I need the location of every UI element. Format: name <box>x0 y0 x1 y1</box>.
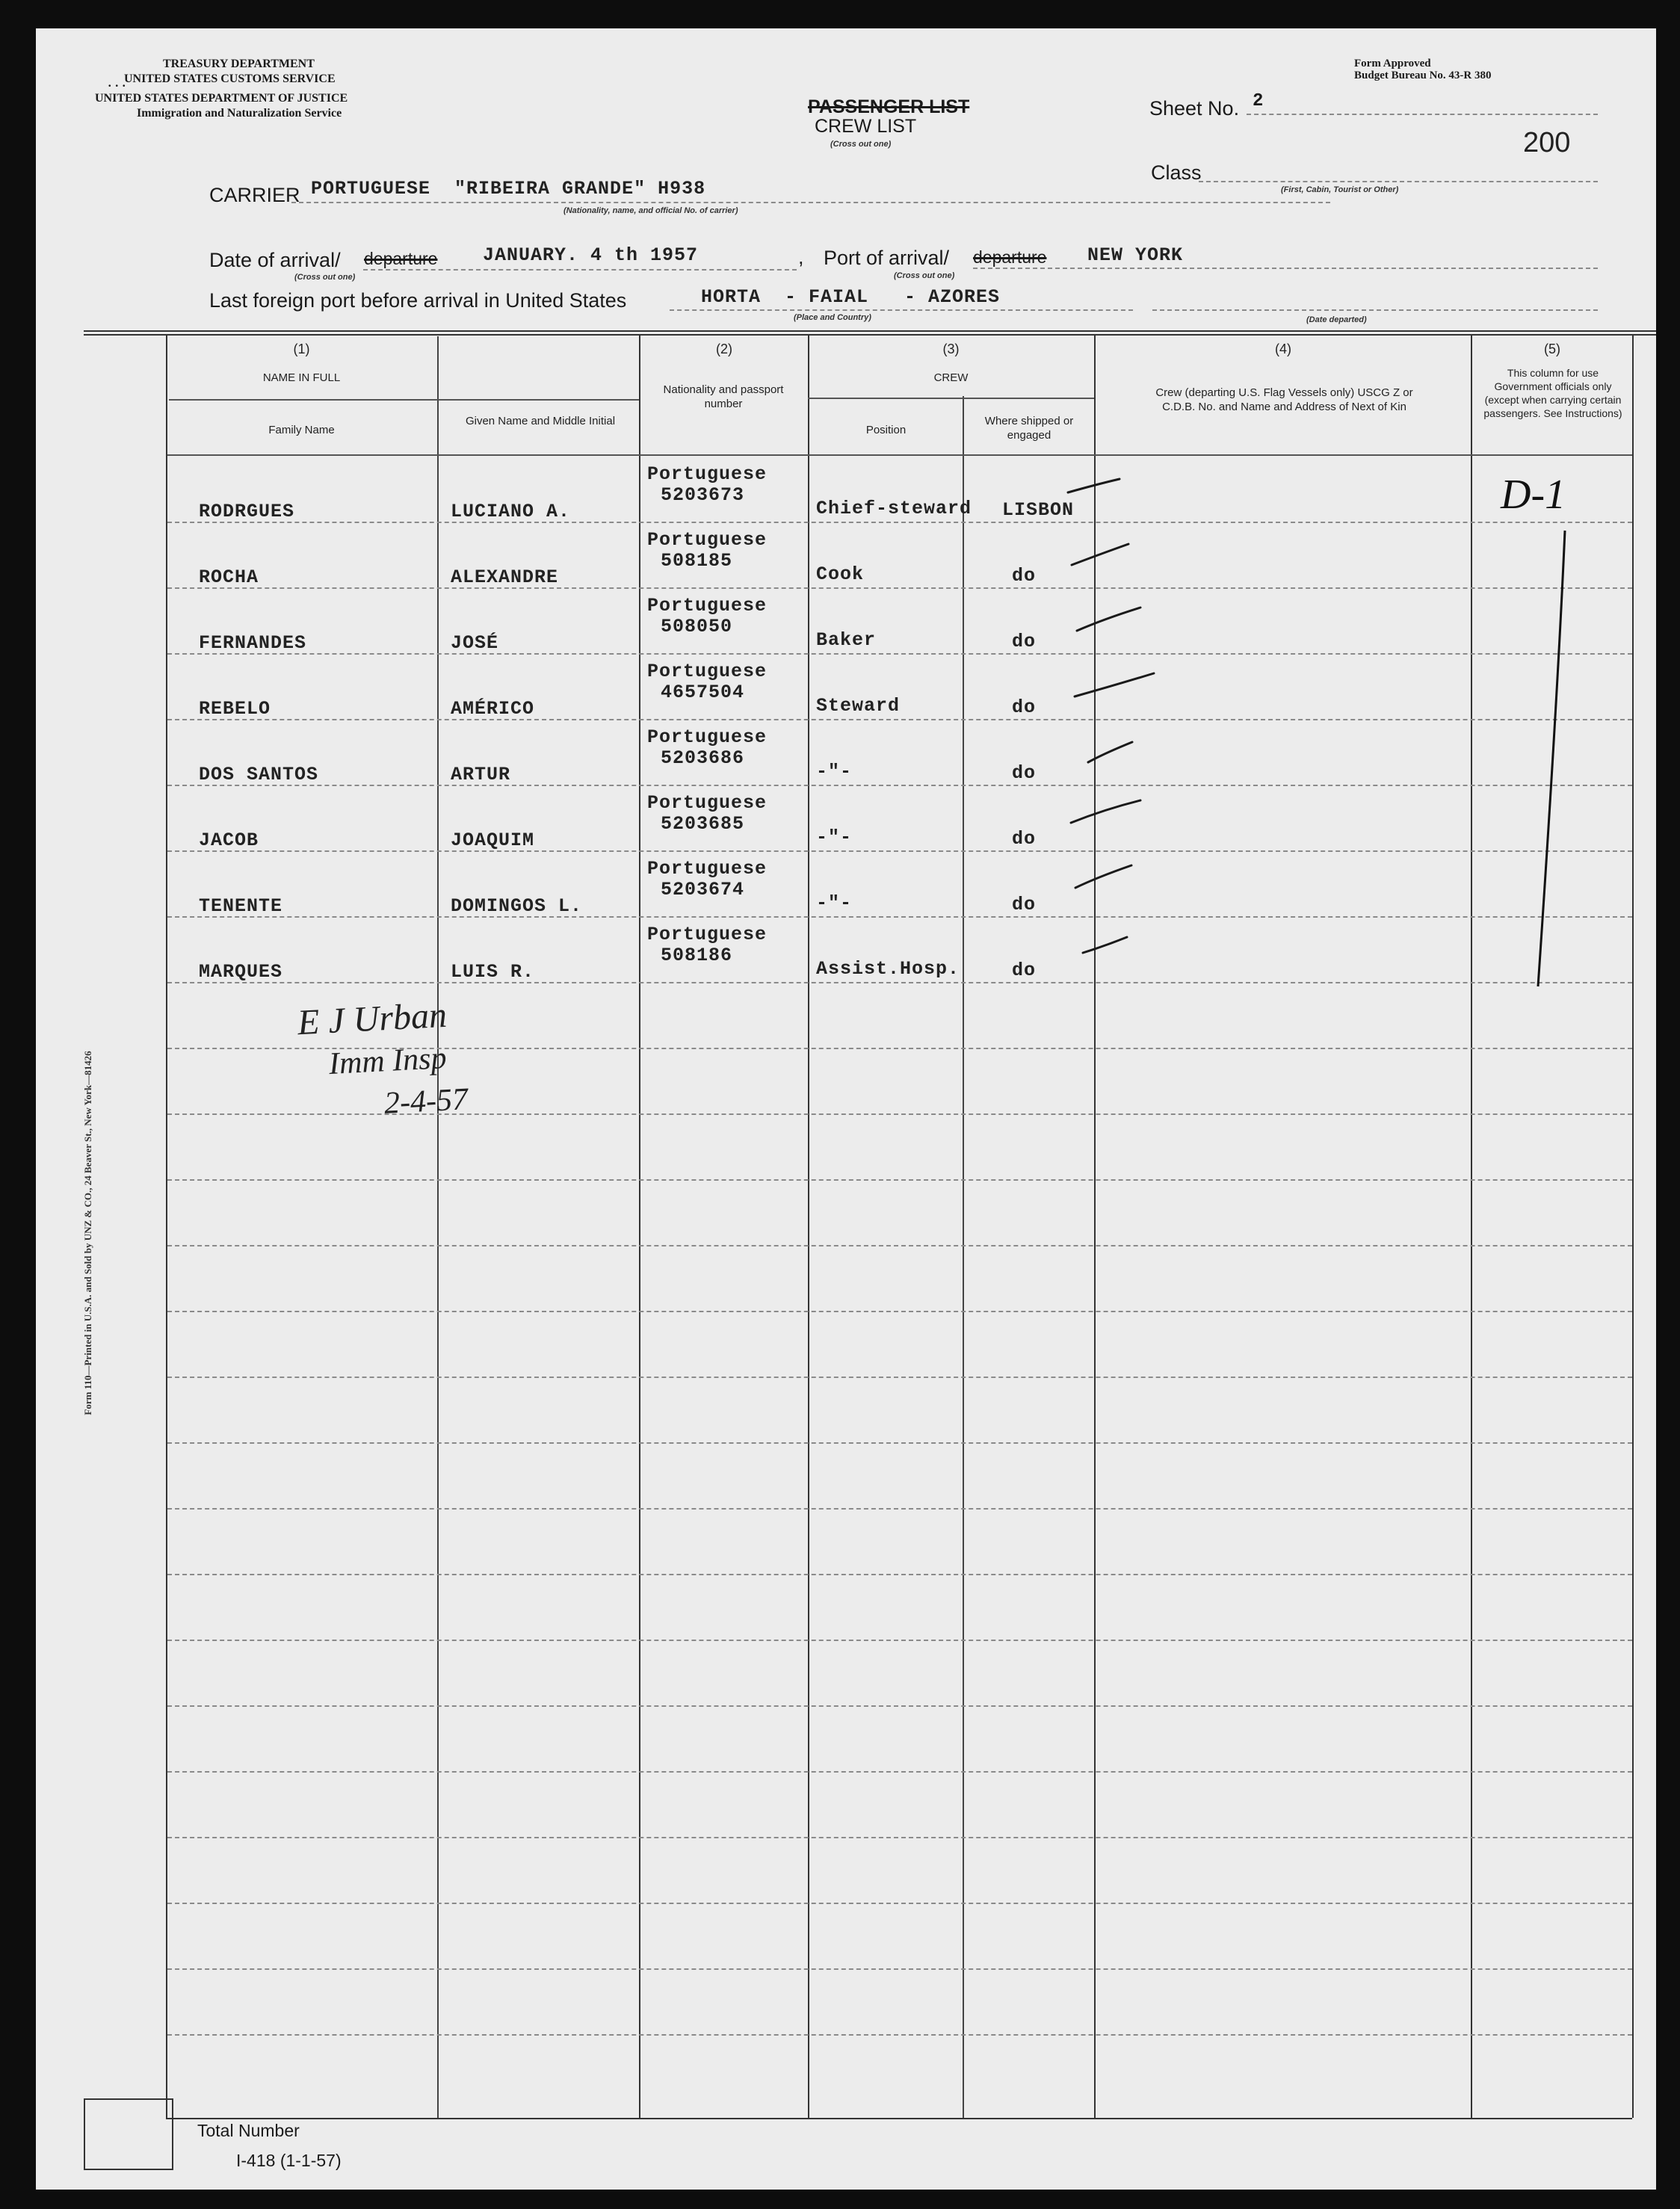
form-approved: Form Approved <box>1354 58 1431 69</box>
nationality-cell: Portuguese <box>647 661 768 682</box>
shipped-cell: LISBON <box>1002 499 1075 521</box>
col5-title: This column for use Government officials only (except when carrying certain passengers. See Instructions) <box>1483 367 1622 419</box>
given-name-cell: JOSÉ <box>451 632 499 654</box>
given-name-cell: DOMINGOS L. <box>451 895 583 917</box>
given-name-cell: ARTUR <box>451 764 511 785</box>
nationality-cell: Portuguese <box>647 529 768 551</box>
col4-number: (4) <box>1275 342 1291 356</box>
list-type-caption: (Cross out one) <box>830 140 892 149</box>
shipped-cell: do <box>1012 631 1037 652</box>
agency-customs: UNITED STATES CUSTOMS SERVICE <box>124 72 336 85</box>
agency-treasury: TREASURY DEPARTMENT <box>163 58 315 70</box>
family-name-cell: ROCHA <box>199 566 259 588</box>
form-code: I-418 (1-1-57) <box>236 2151 342 2170</box>
col2-title: Nationality and passport number <box>663 383 784 410</box>
position-cell: Chief-steward <box>816 498 972 519</box>
date-departed-caption: (Date departed) <box>1306 315 1367 324</box>
port-caption: (Cross out one) <box>894 271 955 280</box>
col5-annotation: D-1 <box>1501 472 1566 518</box>
position-cell: Steward <box>816 695 901 717</box>
dots-mark: ••• <box>108 82 130 90</box>
passport-cell: 5203673 <box>661 484 745 506</box>
col3-title: CREW <box>933 371 969 384</box>
arrival-date-value: JANUARY. 4 th 1957 <box>483 244 699 266</box>
col5-vertical-line <box>36 28 1656 2190</box>
last-port-label: Last foreign port before arrival in United States <box>209 289 627 312</box>
crew-list-title: CREW LIST <box>815 116 917 137</box>
passport-cell: 5203685 <box>661 813 745 835</box>
given-name-cell: LUIS R. <box>451 961 535 983</box>
printer-imprint: Form 110—Printed in U.S.A. and Sold by UNZ & CO., 24 Beaver St., New York—81426 <box>82 1051 93 1415</box>
position-cell: -"- <box>816 761 853 782</box>
family-name-cell: REBELO <box>199 698 271 720</box>
stamp-number: 200 <box>1523 127 1571 158</box>
passport-cell: 5203674 <box>661 879 745 900</box>
passport-cell: 508186 <box>661 945 733 966</box>
shipped-cell: do <box>1012 828 1037 850</box>
family-name-cell: RODRGUES <box>199 501 295 522</box>
last-port-caption: (Place and Country) <box>794 313 871 322</box>
port-value: NEW YORK <box>1087 244 1184 266</box>
given-name-cell: ALEXANDRE <box>451 566 559 588</box>
port-label: Port of arrival/ <box>824 247 950 269</box>
class-label: Class <box>1151 161 1202 184</box>
nationality-cell: Portuguese <box>647 858 768 880</box>
arrival-date-caption: (Cross out one) <box>294 273 356 282</box>
signature-date: 2-4-57 <box>383 1082 469 1121</box>
position-cell: -"- <box>816 892 853 914</box>
shipped-cell: do <box>1012 960 1037 981</box>
shipped-cell: do <box>1012 565 1037 587</box>
position-cell: Assist.Hosp. <box>816 958 960 980</box>
arrival-date-label: Date of arrival/ <box>209 249 341 271</box>
col1-title: NAME IN FULL <box>262 371 341 384</box>
position-cell: -"- <box>816 827 853 848</box>
family-name-cell: JACOB <box>199 829 259 851</box>
family-name-cell: TENENTE <box>199 895 283 917</box>
family-name-cell: MARQUES <box>199 961 283 983</box>
total-number-box[interactable] <box>84 2098 173 2170</box>
sheet-label: Sheet No. <box>1149 97 1240 120</box>
col4-title: Crew (departing U.S. Flag Vessels only) USCG Z or C.D.B. No. and Name and Address of Next of Kin <box>1155 386 1413 413</box>
passport-cell: 5203686 <box>661 747 745 769</box>
nationality-cell: Portuguese <box>647 726 768 748</box>
sheet-number: 2 <box>1253 91 1264 111</box>
position-cell: Cook <box>816 563 865 585</box>
nationality-cell: Portuguese <box>647 792 768 814</box>
agency-justice: UNITED STATES DEPARTMENT OF JUSTICE <box>95 92 348 105</box>
passport-cell: 4657504 <box>661 682 745 703</box>
col-given-name: Given Name and Middle Initial <box>465 415 616 427</box>
crew-list-form: TREASURY DEPARTMENT UNITED STATES CUSTOMS SERVICE UNITED STATES DEPARTMENT OF JUSTICE Immigration and Naturalization Service ••• Form Approved Budget Bureau No. 43-R 380 PASSENGER LIST CREW LIST (Cross out one) Sheet No. 2 200 Class (First, Cabin, Tourist or Other) CARRIER PORTUGUESE "RIBEIRA GRANDE" H938 (Nationality, name, and official No. of carrier) Date of arrival/ departure JANUARY. 4 th 1957 , (Cross out one) Port of arrival/ departure NEW YORK (Cross out one) Last foreign port before arrival in United States HORTA - FAIAL - AZORES (Place and Country) (Date departed) (1) NAME IN FULL Family Name Given Name and Middle Initial (2) Nationality and passport number (3) CREW Position Where shipped or engaged (4) Crew (departing U.S. Flag Vessels only) USCG Z or C.D.B. No. and Name and Address of Next of Kin (5) This column for use Government officials only (except when carrying certain passengers. See Instructions) RODRGUES LUCIANO A. Portuguese 5203673 Chief-steward LISBON ROCHA ALEXANDRE Portuguese 508185 Cook do FERNANDES JOSÉ Portuguese 508050 Baker do REBELO AMÉRICO Portuguese 4657504 Steward do DOS SANTOS ARTUR Portuguese 5203686 -"- do JACOB JOAQUIM Portuguese 5203685 -"- do TENENTE DOMINGOS L. Portuguese 5203674 -"- do MARQUES LUIS R. Portuguese 508186 Assist.Hosp. do D-1 E J Urban Imm Insp 2-4-57 Form 110—Printed in U.S.A. and Sold by UNZ & CO., 24 Beaver St., New York—81426 Total Number I-418 (1-1-57) <box>36 28 1656 2190</box>
shipped-cell: do <box>1012 696 1037 718</box>
total-number-label: Total Number <box>197 2121 300 2140</box>
col1-number: (1) <box>293 342 310 356</box>
port-departure-crossed: departure <box>973 247 1047 267</box>
col-family-name: Family Name <box>268 424 335 436</box>
passport-cell: 508185 <box>661 550 733 572</box>
col-where-shipped: Where shipped or engaged <box>984 415 1074 442</box>
passport-cell: 508050 <box>661 616 733 637</box>
family-name-cell: FERNANDES <box>199 632 307 654</box>
budget-bureau: Budget Bureau No. 43-R 380 <box>1354 69 1492 81</box>
class-caption: (First, Cabin, Tourist or Other) <box>1281 185 1399 194</box>
nationality-cell: Portuguese <box>647 595 768 617</box>
last-port-value: HORTA - FAIAL - AZORES <box>701 286 1001 308</box>
shipped-cell: do <box>1012 894 1037 915</box>
carrier-caption: (Nationality, name, and official No. of carrier) <box>563 206 738 215</box>
col2-number: (2) <box>716 342 732 356</box>
given-name-cell: AMÉRICO <box>451 698 535 720</box>
position-cell: Baker <box>816 629 877 651</box>
family-name-cell: DOS SANTOS <box>199 764 319 785</box>
carrier-value: PORTUGUESE "RIBEIRA GRANDE" H938 <box>311 178 706 200</box>
shipped-cell: do <box>1012 762 1037 784</box>
nationality-cell: Portuguese <box>647 463 768 485</box>
given-name-cell: LUCIANO A. <box>451 501 571 522</box>
nationality-cell: Portuguese <box>647 924 768 945</box>
signature-name: E J Urban <box>296 995 448 1043</box>
col3-number: (3) <box>942 342 960 356</box>
signature-title: Imm Insp <box>327 1040 448 1082</box>
agency-ins: Immigration and Naturalization Service <box>137 107 342 120</box>
col-position: Position <box>865 424 907 436</box>
col5-number: (5) <box>1544 342 1560 356</box>
departure-crossed: departure <box>364 249 438 268</box>
given-name-cell: JOAQUIM <box>451 829 535 851</box>
passenger-list-crossed: PASSENGER LIST <box>808 96 970 117</box>
carrier-label: CARRIER <box>209 184 300 206</box>
